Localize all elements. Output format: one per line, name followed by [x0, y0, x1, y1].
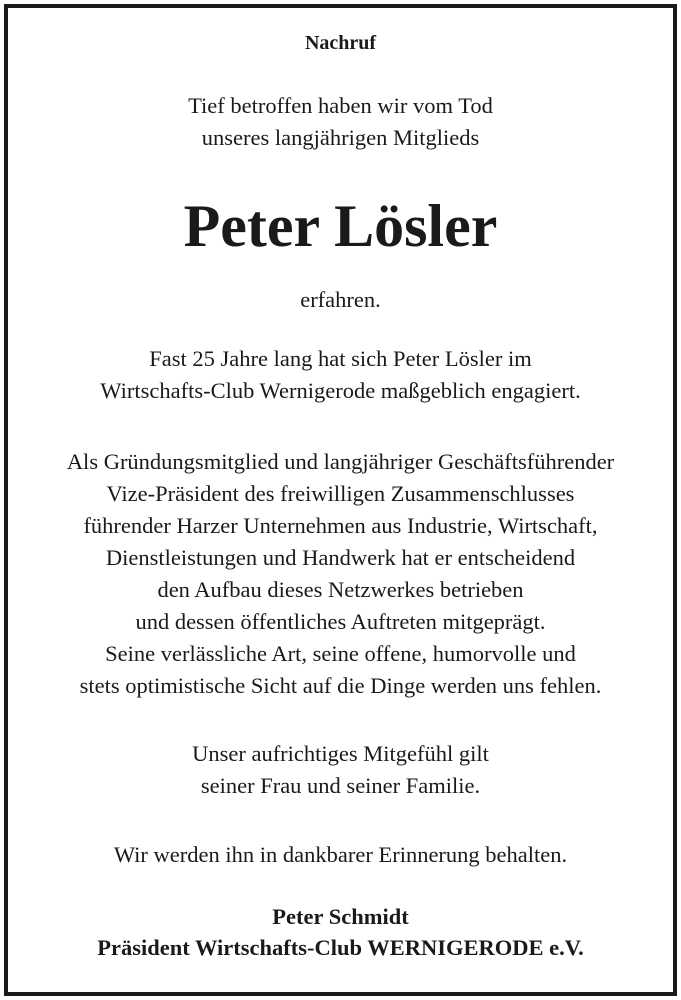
deceased-name: Peter Lösler [183, 193, 498, 259]
intro-line-2: unseres langjährigen Mitglieds [201, 125, 480, 150]
paragraph4: Wir werden ihn in dankbarer Erinnerung behalten. [113, 842, 568, 867]
signature-title: Präsident Wirtschafts-Club WERNIGERODE e.V. [97, 935, 584, 960]
paragraph3-line-1: Unser aufrichtiges Mitgefühl gilt [192, 741, 489, 766]
intro-line-1: Tief betroffen haben wir vom Tod [188, 93, 493, 118]
paragraph2-line-6: und dessen öffentliches Auftreten mitgeprägt. [135, 609, 546, 634]
obituary-frame [4, 4, 677, 996]
paragraph2-line-7: Seine verlässliche Art, seine offene, humorvolle und [105, 641, 576, 666]
heading: Nachruf [304, 32, 377, 54]
paragraph3-line-2: seiner Frau und seiner Familie. [200, 773, 481, 798]
paragraph2-line-8: stets optimistische Sicht auf die Dinge werden uns fehlen. [79, 673, 602, 698]
paragraph2-line-4: Dienstleistungen und Handwerk hat er entscheidend [105, 545, 576, 570]
paragraph2-line-3: führender Harzer Unternehmen aus Industrie, Wirtschaft, [83, 513, 598, 538]
paragraph1-line-1: Fast 25 Jahre lang hat sich Peter Lösler im [149, 346, 532, 371]
paragraph2-line-5: den Aufbau dieses Netzwerkes betrieben [157, 577, 524, 602]
paragraph2-line-1: Als Gründungsmitglied und langjähriger Geschäftsführender [66, 449, 615, 474]
paragraph1-line-2: Wirtschafts-Club Wernigerode maßgeblich engagiert. [100, 378, 581, 403]
signature-name: Peter Schmidt [272, 904, 409, 929]
paragraph2-line-2: Vize-Präsident des freiwilligen Zusammenschlusses [106, 481, 575, 506]
intro-end: erfahren. [300, 287, 381, 312]
